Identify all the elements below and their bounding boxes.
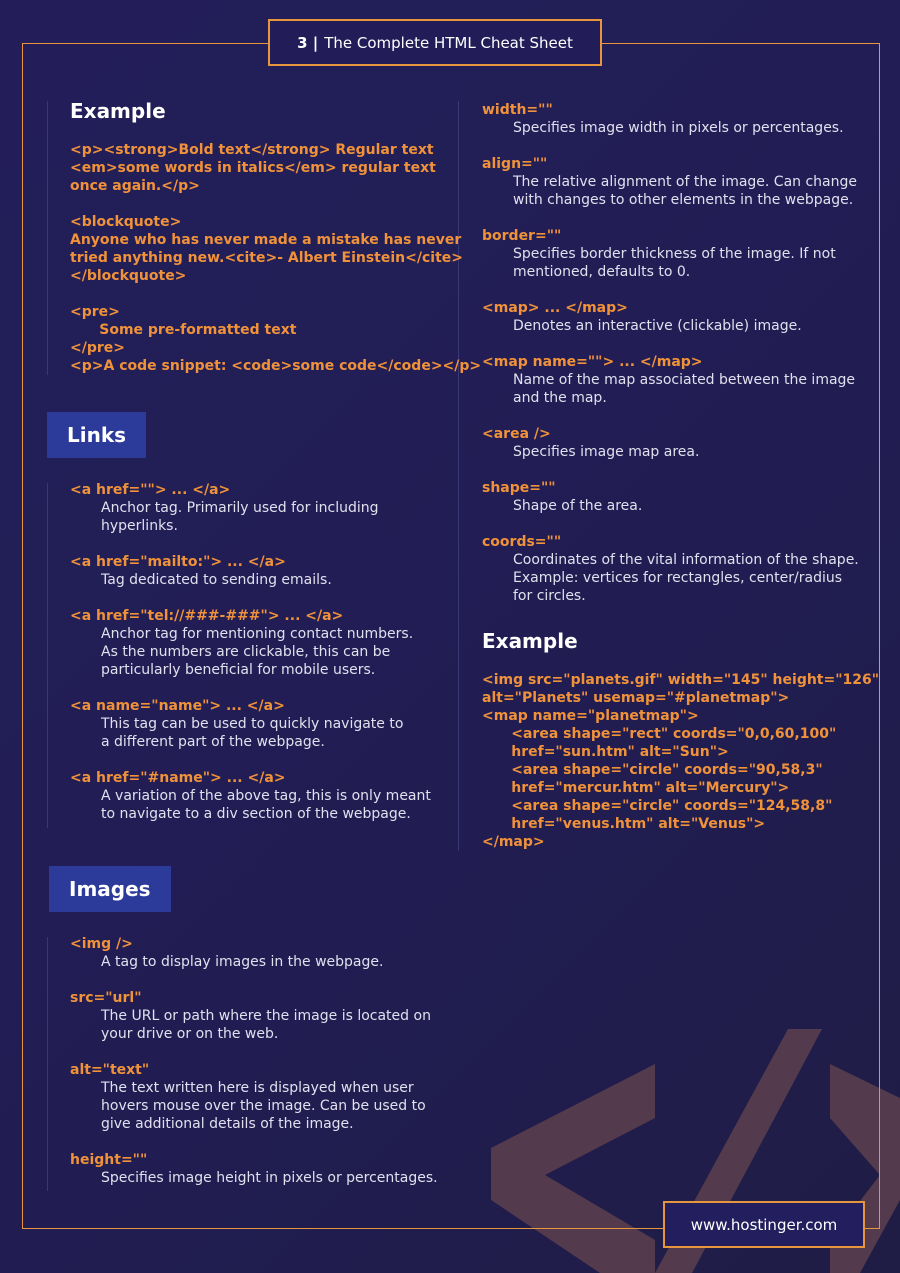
section-title: Images [49,866,171,912]
links-list [70,481,450,841]
tag-name: <a href=""> ... </a> [70,482,231,498]
code-line: href="sun.htm" alt="Sun"> [482,744,729,760]
list-item [70,1061,450,1133]
tag-description: As the numbers are clickable, this can be [101,644,391,660]
code-line: tried anything new.<cite>- Albert Einstein</cite> [70,250,463,266]
tag-description: your drive or on the web. [101,1026,279,1042]
tag-description: Specifies image height in pixels or percentages. [101,1170,438,1186]
code-line: href="mercur.htm" alt="Mercury"> [482,780,790,796]
code-line: <p><strong>Bold text</strong> Regular text [70,142,434,158]
code-line: <p>A code snippet: <code>some code</code></p> [70,358,482,374]
tag-name: alt="text" [70,1062,150,1078]
tag-name: <img /> [70,936,133,952]
tag-description: particularly beneficial for mobile users. [101,662,376,678]
code-line: <map name="planetmap"> [482,708,699,724]
tag-description: for circles. [513,588,586,604]
tag-description: and the map. [513,390,607,406]
tag-name: src="url" [70,990,142,1006]
tag-description: Denotes an interactive (clickable) image. [513,318,802,334]
code-line: <img src="planets.gif" width="145" height="126" [482,672,880,688]
images-list [70,935,450,1205]
tag-description: A tag to display images in the webpage. [101,954,384,970]
images-section-header [49,866,171,912]
list-item [482,533,872,605]
code-line: alt="Planets" usemap="#planetmap"> [482,690,790,706]
right-example [482,627,879,851]
tag-name: <map name=""> ... </map> [482,354,703,370]
tag-description: give additional details of the image. [101,1116,354,1132]
tag-name: height="" [70,1152,148,1168]
list-item [70,553,450,589]
tag-description: Anchor tag. Primarily used for including [101,500,379,516]
tag-name: border="" [482,228,562,244]
divider [47,101,48,375]
page-title: The Complete HTML Cheat Sheet [324,33,573,52]
list-item [70,607,450,679]
tag-name: <a name="name"> ... </a> [70,698,285,714]
code-line [70,285,481,303]
tag-description: Anchor tag for mentioning contact numbers. [101,626,414,642]
tag-name: <a href="tel://###-###"> ... </a> [70,608,344,624]
code-line: </map> [482,834,545,850]
tag-description: Specifies border thickness of the image. If not [513,246,836,262]
code-line [70,195,481,213]
code-line: href="venus.htm" alt="Venus"> [482,816,766,832]
divider [47,483,48,828]
list-item [482,101,872,137]
code-line: <em>some words in italics</em> regular text [70,160,436,176]
list-item [70,935,450,971]
tag-description: hovers mouse over the image. Can be used to [101,1098,426,1114]
tag-description: Specifies image map area. [513,444,700,460]
list-item [482,227,872,281]
code-block [70,141,481,375]
tag-description: Name of the map associated between the image [513,372,856,388]
tag-name: <a href="mailto:"> ... </a> [70,554,286,570]
links-section-header [47,412,146,458]
list-item [482,425,872,461]
tag-description: Shape of the area. [513,498,643,514]
list-item [482,299,872,335]
divider [47,937,48,1191]
tag-name: coords="" [482,534,562,550]
code-line: <area shape="circle" coords="124,58,8" [482,798,833,814]
tag-name: <a href="#name"> ... </a> [70,770,286,786]
tag-name: shape="" [482,480,556,496]
tag-description: This tag can be used to quickly navigate to [101,716,404,732]
tag-description: A variation of the above tag, this is only meant [101,788,431,804]
tag-description: with changes to other elements in the webpage. [513,192,854,208]
tag-name: <area /> [482,426,551,442]
list-item [70,481,450,535]
list-item [70,989,450,1043]
left-example [70,97,481,375]
code-line: Anyone who has never made a mistake has never [70,232,462,248]
page-number: 3 | [297,33,319,52]
tag-description: The URL or path where the image is located on [101,1008,431,1024]
tag-name: width="" [482,102,553,118]
section-title: Example [70,99,166,123]
tag-name: <map> ... </map> [482,300,628,316]
code-line: <area shape="circle" coords="90,58,3" [482,762,823,778]
section-title: Links [47,412,146,458]
list-item [70,769,450,823]
list-item [482,353,872,407]
website-url[interactable]: www.hostinger.com [663,1201,865,1248]
tag-description: to navigate to a div section of the webpage. [101,806,411,822]
code-line: </blockquote> [70,268,187,284]
code-line: Some pre-formatted text [70,322,297,338]
tag-name: align="" [482,156,548,172]
tag-description: The text written here is displayed when user [101,1080,414,1096]
tag-description: Tag dedicated to sending emails. [101,572,332,588]
list-item [482,479,872,515]
right-attribute-list [482,101,872,623]
page-header [268,19,602,66]
list-item [70,1151,450,1187]
tag-description: mentioned, defaults to 0. [513,264,691,280]
code-line: once again.</p> [70,178,200,194]
tag-description: The relative alignment of the image. Can change [513,174,858,190]
code-line: <blockquote> [70,214,182,230]
list-item [482,155,872,209]
tag-description: Example: vertices for rectangles, center/radius [513,570,843,586]
tag-description: a different part of the webpage. [101,734,325,750]
tag-description: Specifies image width in pixels or percentages. [513,120,844,136]
code-line: <pre> [70,304,120,320]
list-item [70,697,450,751]
tag-description: Coordinates of the vital information of the shape. [513,552,859,568]
tag-description: hyperlinks. [101,518,178,534]
section-title: Example [482,629,578,653]
code-line: <area shape="rect" coords="0,0,60,100" [482,726,837,742]
code-line: </pre> [70,340,125,356]
code-block [482,671,879,851]
